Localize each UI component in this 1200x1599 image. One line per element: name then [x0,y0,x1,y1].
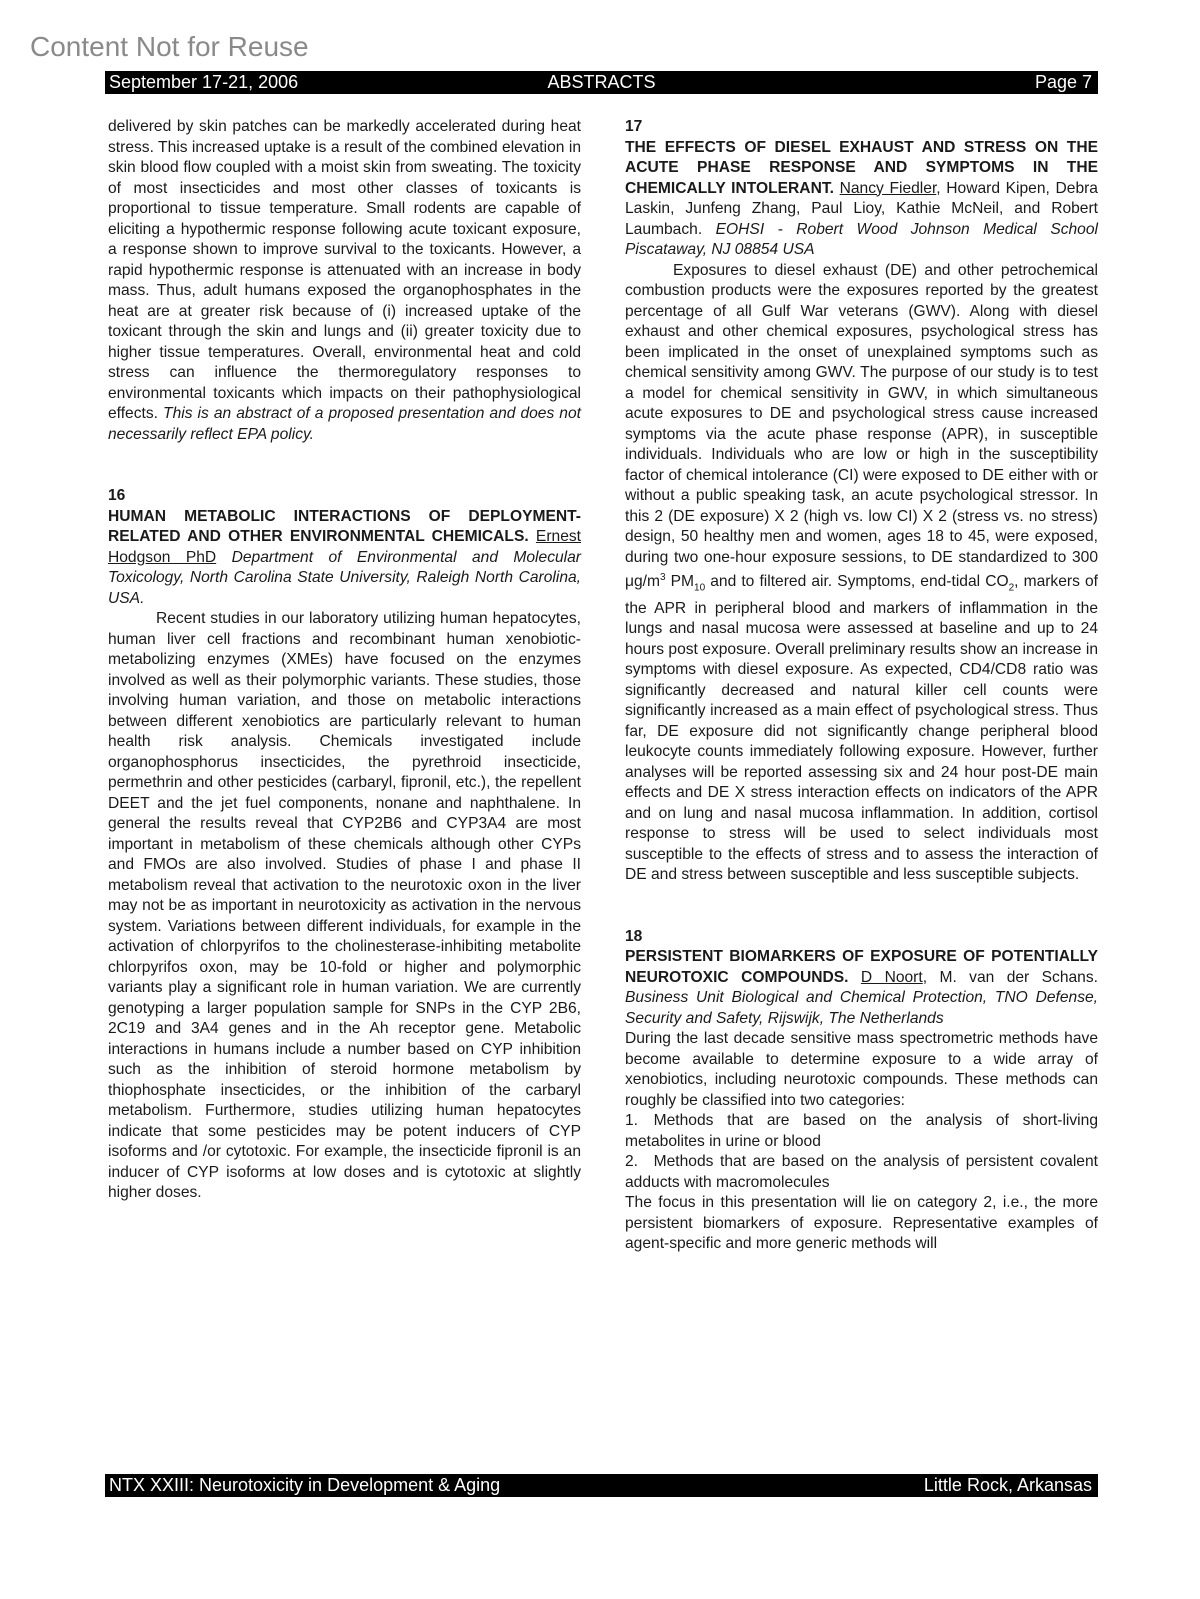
epa-disclaimer: This is an abstract of a proposed presentation and does not necessarily reflect EPA policy. [108,405,581,443]
abstract-17-heading [625,138,1098,261]
abstract-18-number: 18 [625,927,643,945]
page-header [105,71,1098,94]
abstract-17-affiliation: EOHSI - Robert Wood Johnson Medical School Piscataway, NJ 08854 USA [625,220,1098,258]
abstract-17-number: 17 [625,118,643,135]
header-section: ABSTRACTS [547,72,656,92]
spacer [108,445,581,486]
abstract-18-affiliation: Business Unit Biological and Chemical Protection, TNO Defense, Security and Safety, Rijswijk, The Netherlands [625,989,1098,1027]
header-date: September 17-21, 2006 [109,72,299,92]
abstract-16-affiliation: Department of Environmental and Molecular Toxicology, North Carolina State University, Raleigh North Carolina, USA. [108,548,581,607]
header-page-number: Page 7 [1034,72,1092,92]
right-column [625,117,1098,1255]
footer-conference: NTX XXIII: Neurotoxicity in Development & Aging [109,1475,501,1495]
abstract-16-body: Recent studies in our laboratory utilizing human hepatocytes, human liver cell fractions and recombinant human xenobiotic-metabolizing enzymes (XMEs) have focused on the enzymes involved as well as their polymorphic variants. These studies, those involving human variation, and those on metabolic interactions between different xenobiotics are particularly relevant to human health risk analysis. Chemicals investigated include organophosphorus insecticides, the pyrethroid insecticide, permethrin and other pesticides (carbaryl, fipronil, etc.), the repellent DEET and the jet fuel components, nonane and naphthalene. In general the results reveal that CYP2B6 and CYP3A4 are most important in metabolism of these chemicals although other CYPs and FMOs are also involved. Studies of phase I and phase II metabolism reveal that activation to the neurotoxic oxon in the liver may not be as important in neurotoxicity as activation in the nervous system. Variations between different individuals, for example in the activation of chlorpyrifos to the cholinesterase-inhibiting metabolite chlorpyrifos oxon, may be 10-fold or higher and polymorphic variants play a significant role in human variation. We are currently genotyping a larger population sample for SNPs in the CYP 2B6, 2C19 and 3A4 genes and in the Ah receptor gene. Metabolic interactions in humans include a number based on CYP inhibition such as the inhibition of steroid hormone metabolism by thiophosphate insecticides, or the inhibition of the carbaryl metabolism. Furthermore, studies utilizing human hepatocytes indicate that some pesticides may be potent inducers of CYP isoforms and /or cytotoxic. For example, the insecticide fipronil is an inducer of CYP isoforms at low doses and is cytotoxic at slightly higher doses. [108,610,581,1201]
subscript-2: 2 [1008,582,1015,594]
abstract-16-number: 16 [108,487,126,504]
abstract-17-body-part-1: Exposures to diesel exhaust (DE) and other petrochemical combustion products were the exposures reported by the greatest percentage of all Gulf War veterans (GWV). Along with diesel exhaust and other chemical exposures, psychological stress has been implicated in the onset of unexplained symptoms such as chemical sensitivity among GWV. The purpose of our study is to test a model for chemical sensitivity in GWV, in which simultaneous acute exposures to DE and psychological stress cause increased symptoms via the acute phase response (APR), in susceptible individuals. Individuals who are low or high in the susceptibility factor of chemical intolerance (CI) were exposed to DE either with or without a public speaking task, an acute psychological stressor. In this 2 (DE exposure) X 2 (high vs. low CI) X 2 (stress vs. no stress) design, 50 healthy men and women, ages 18 to 45, were exposed, during two one-hour exposure sessions, to DE standardized to 300 μg/m [625,261,1098,591]
abstract-16-presenter: Ernest Hodgson PhD [108,528,581,566]
page-footer [105,1474,1098,1497]
abstract-17-authors: , Howard Kipen, Debra Laskin, Junfeng Zhang, Paul Lioy, Kathie McNeil, and Robert Laumbach. [625,179,1098,238]
superscript-3: 3 [659,572,666,583]
abstract-17-presenter: Nancy Fiedler [839,179,937,197]
left-column [108,117,581,1204]
abstract-18-intro: During the last decade sensitive mass spectrometric methods have become available to determine exposure to a wide array of xenobiotics, including neurotoxic compounds. These methods can roughly be classified into two categories: [625,1030,1098,1109]
abstract-18-title: PERSISTENT BIOMARKERS OF EXPOSURE OF POTENTIALLY NEUROTOXIC COMPOUNDS. [625,948,1098,986]
continued-abstract [108,117,581,445]
abstract-18-list-item-1: 1. Methods that are based on the analysis of short-living metabolites in urine or blood [625,1112,1098,1150]
abstract-16-title: HUMAN METABOLIC INTERACTIONS OF DEPLOYMENT-RELATED AND OTHER ENVIRONMENTAL CHEMICALS. [108,507,581,545]
abstract-18-presenter: D Noort [860,968,923,986]
abstract-18-heading [625,947,1098,1029]
abstract-16-heading [108,507,581,610]
subscript-10: 10 [694,582,706,594]
footer-location: Little Rock, Arkansas [923,1475,1092,1495]
abstract-17-body-part-3: , markers of the APR in peripheral blood and markers of inflammation in the lungs and nasal mucosa were assessed at baseline and up to 24 hours post exposure. Overall preliminary results show an increase in symptoms with diesel exposure. As expected, CD4/CD8 ratio was significantly decreased and natural killer cell counts were significantly increased as a main effect of psychological stress. Thus far, DE exposure did not significantly change peripheral blood leukocyte counts immediately following exposure. However, further analyses will be reported assessing six and 24 hour post-DE main effects and DE X stress interaction effects on indicators of the APR and on lung and nasal mucosa inflammation. In addition, cortisol response to stress will be used to select individuals most susceptible to the effects of stress and to assess the interaction of DE and stress between susceptible and less susceptible subjects. [625,573,1098,884]
continued-body: delivered by skin patches can be markedly accelerated during heat stress. This increased uptake is a result of the combined elevation in skin blood flow coupled with a moist skin from sweating. The toxicity of most insecticides and most other classes of toxicants is proportional to tissue temperature. Small rodents are capable of eliciting a hypothermic response following acute toxicant exposure, a response shown to improve survival to the toxicants. However, a rapid hypothermic response is attenuated with an increase in body mass. Thus, adult humans exposed the organophosphates in the heat are at greater risk because of (i) increased uptake of the toxicant through the skin and lungs and (ii) greater toxicity due to higher tissue temperatures. Overall, environmental heat and cold stress can influence the thermoregulatory responses to environmental toxicants which impacts on their pathophysiological effects. [108,118,581,422]
abstract-17-body-part-2: and to filtered air. Symptoms, end-tidal CO [705,573,1009,591]
watermark: Content Not for Reuse [30,31,309,62]
abstract-18-outro: The focus in this presentation will lie on category 2, i.e., the more persistent biomarkers of exposure. Representative examples of agent-specific and more generic methods will [625,1194,1098,1253]
spacer [625,886,1098,927]
abstract-17-title: THE EFFECTS OF DIESEL EXHAUST AND STRESS ON THE ACUTE PHASE RESPONSE AND SYMPTOMS IN THE CHEMICALLY INTOLERANT. [625,138,1098,197]
abstract-17-body [625,261,1098,886]
abstract-18-list-item-2: 2. Methods that are based on the analysis of persistent covalent adducts with macromolecules [625,1153,1098,1191]
abstract-18-authors: , M. van der Schans. [922,968,1098,986]
abstract-17-pm: PM [665,573,695,591]
